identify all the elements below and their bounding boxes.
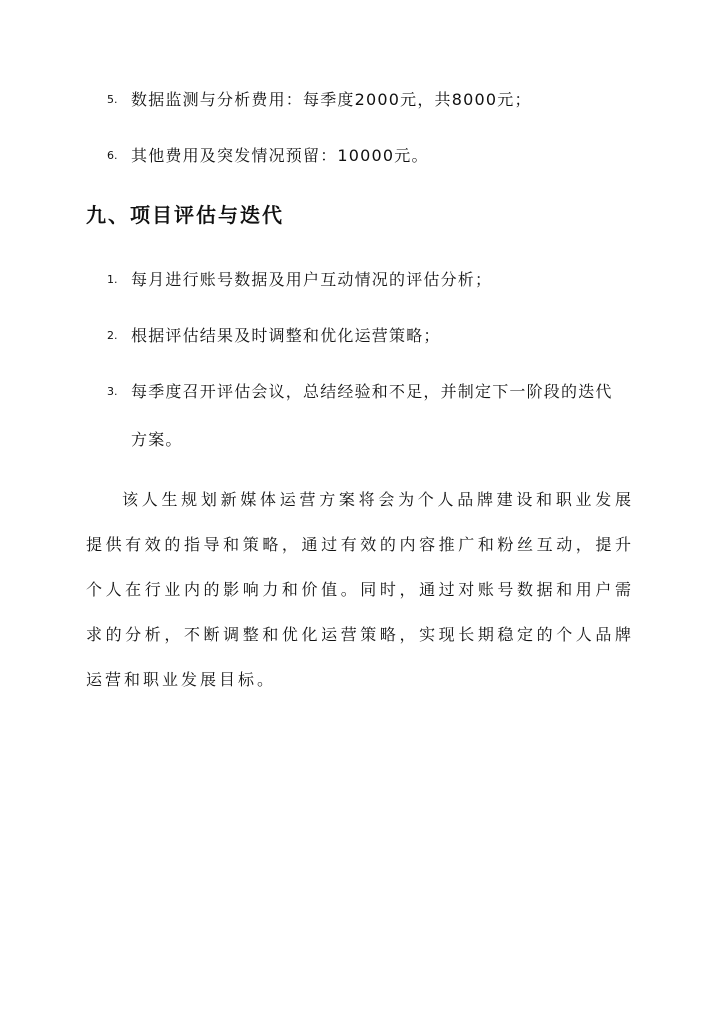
list-item-number: 1. xyxy=(107,273,118,286)
list-item xyxy=(107,267,660,293)
list-item xyxy=(107,143,660,169)
list-item-number: 5. xyxy=(107,93,118,106)
section-heading: 九、项目评估与迭代 xyxy=(86,203,284,227)
list-item xyxy=(107,87,660,113)
conclusion-paragraph: 该人生规划新媒体运营方案将会为个人品牌建设和职业发展提供有效的指导和策略，通过有效的内容推广和粉丝互动，提升个人在行业内的影响力和价值。同时，通过对账号数据和用户需求的分析，不断调整和优化运营策略，实现长期稳定的个人品牌运营和职业发展目标。 xyxy=(86,490,634,689)
list-item-number: 3. xyxy=(107,385,118,398)
list-item-text: 每季度召开评估会议，总结经验和不足，并制定下一阶段的迭代方案。 xyxy=(131,382,613,449)
list-item-number: 6. xyxy=(107,149,118,162)
list-item-text: 根据评估结果及时调整和优化运营策略； xyxy=(131,326,441,345)
list-item-number: 2. xyxy=(107,329,118,342)
list-item-text: 其他费用及突发情况预留：10000元。 xyxy=(131,146,429,165)
list-item-text: 数据监测与分析费用：每季度2000元，共8000元； xyxy=(131,90,532,109)
list-item xyxy=(107,379,620,464)
list-item-text: 每月进行账号数据及用户互动情况的评估分析； xyxy=(131,270,493,289)
list-item xyxy=(107,323,660,349)
